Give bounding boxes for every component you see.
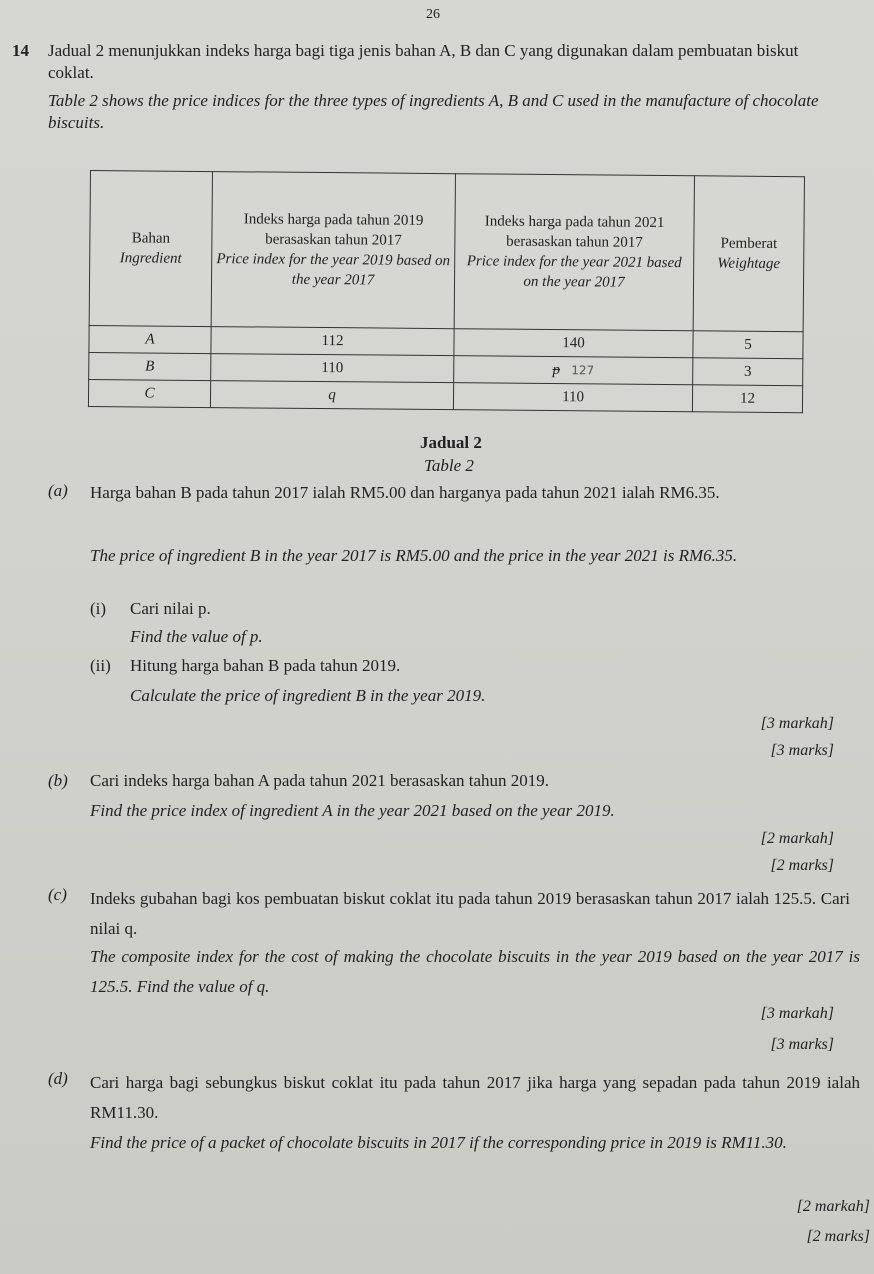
cell-index-2021 <box>454 356 693 385</box>
header-ms: Indeks harga pada tahun 2019 berasaskan tahun 2017 <box>243 211 424 249</box>
part-a-ms: Harga bahan B pada tahun 2017 ialah RM5.00 dan harganya pada tahun 2021 ialah RM6.35. <box>90 483 720 502</box>
part-a-marks-ms: [3 markah] <box>760 715 834 732</box>
part-d-marks-ms: [2 markah] <box>796 1198 870 1215</box>
header-index-2019 <box>211 172 455 329</box>
cell-weightage: 12 <box>692 385 802 413</box>
part-a-i-ms: Cari nilai p. <box>130 599 211 618</box>
table-header-row <box>89 171 804 332</box>
part-d-ms: Cari harga bagi sebungkus biskut coklat itu pada tahun 2017 jika harga yang sepadan pada tahun 2019 ialah RM11.30. <box>90 1073 860 1122</box>
part-a-ii-ms: Hitung harga bahan B pada tahun 2019. <box>130 656 401 675</box>
header-ms: Pemberat <box>720 235 778 252</box>
cell-index-2019: 110 <box>211 354 454 383</box>
part-c-ms: Indeks gubahan bagi kos pembuatan biskut coklat itu pada tahun 2019 berasaskan tahun 2017 ialah 125.5. Cari nilai q. <box>90 889 850 938</box>
part-b-ms: Cari indeks harga bahan A pada tahun 2021 berasaskan tahun 2019. <box>90 771 550 790</box>
header-index-2021 <box>454 174 694 331</box>
table-caption-en: Table 2 <box>424 456 474 475</box>
header-en: Price index for the year 2019 based on the year 2017 <box>216 251 451 289</box>
part-c-marks-en: [3 marks] <box>770 1036 834 1053</box>
header-en: Ingredient <box>119 250 182 267</box>
cell-weightage: 5 <box>693 331 803 359</box>
price-index-table <box>88 170 805 413</box>
part-d-en: Find the price of a packet of chocolate biscuits in 2017 if the corresponding price in 2019 is RM11.30. <box>90 1133 787 1152</box>
intro-ms: Jadual 2 menunjukkan indeks harga bagi tiga jenis bahan A, B dan C yang digunakan dalam pembuatan biskut coklat. <box>48 41 799 82</box>
part-b-marks-ms: [2 markah] <box>760 830 834 847</box>
part-c-en: The composite index for the cost of making the chocolate biscuits in the year 2019 based on the year 2017 is 125.5. Find the value of q. <box>90 947 860 996</box>
part-a-i-en: Find the value of p. <box>130 627 263 646</box>
cell-ingredient: B <box>89 352 211 380</box>
cell-index-2021: 140 <box>454 329 693 358</box>
part-a-label: (a) <box>48 481 68 500</box>
part-b-en: Find the price index of ingredient A in the year 2021 based on the year 2019. <box>90 801 615 820</box>
part-b-label: (b) <box>48 771 68 790</box>
cell-index-2021: 110 <box>453 383 692 412</box>
part-d-marks-en: [2 marks] <box>806 1228 870 1245</box>
question-number: 14 <box>12 41 29 60</box>
part-a-i-label: (i) <box>90 599 107 618</box>
header-weightage <box>693 176 804 332</box>
part-b-marks-en: [2 marks] <box>770 857 834 874</box>
part-c-label: (c) <box>48 885 67 904</box>
header-en: Price index for the year 2021 based on the year 2017 <box>466 253 682 291</box>
cell-p: p <box>552 362 561 379</box>
page-number: 26 <box>426 7 440 22</box>
intro-en: Table 2 shows the price indices for the three types of ingredients A, B and C used in the manufacture of chocolate biscuits. <box>48 91 819 132</box>
header-ms: Indeks harga pada tahun 2021 berasaskan tahun 2017 <box>484 213 665 251</box>
header-ms: Bahan <box>131 230 171 247</box>
cell-ingredient: C <box>88 379 210 407</box>
part-c-marks-ms: [3 markah] <box>760 1005 834 1022</box>
part-a-marks-en: [3 marks] <box>770 742 834 759</box>
header-en: Weightage <box>717 255 781 273</box>
cell-index-2019: q <box>210 381 453 410</box>
header-ingredient <box>89 171 212 327</box>
cell-ingredient: A <box>89 325 211 353</box>
part-d-label: (d) <box>48 1069 68 1088</box>
cell-weightage: 3 <box>693 358 803 386</box>
part-a-ii-label: (ii) <box>90 656 111 675</box>
part-a-en: The price of ingredient B in the year 2017 is RM5.00 and the price in the year 2021 is RM6.35. <box>90 546 738 565</box>
table-row <box>88 379 802 412</box>
part-a-ii-en: Calculate the price of ingredient B in the year 2019. <box>130 686 486 705</box>
cell-index-2019: 112 <box>211 327 454 356</box>
table-caption-ms: Jadual 2 <box>420 433 482 452</box>
handwritten-note: 127 <box>571 363 595 378</box>
